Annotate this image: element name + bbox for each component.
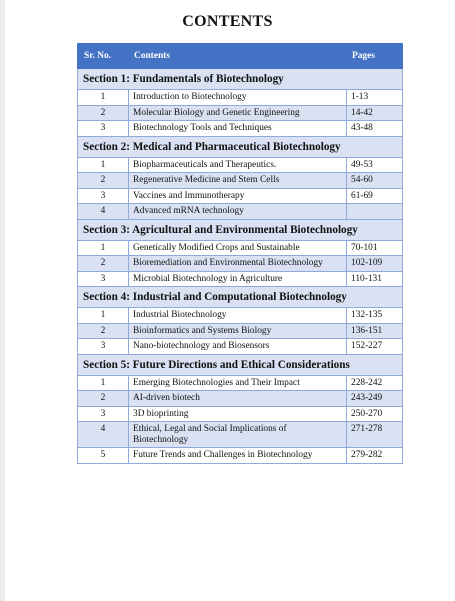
- row-title: Regenerative Medicine and Stem Cells: [129, 173, 347, 189]
- row-title: AI-driven biotech: [129, 391, 347, 407]
- section-title: Section 3: Agricultural and Environmental Biotechnology: [78, 219, 403, 240]
- table-row: [78, 256, 403, 272]
- row-pages: 1-13: [347, 90, 403, 106]
- section-title: Section 5: Future Directions and Ethical Considerations: [78, 354, 403, 375]
- row-number: 4: [78, 422, 129, 448]
- table-row: [78, 90, 403, 106]
- row-pages: 14-42: [347, 105, 403, 121]
- row-pages: 132-135: [347, 308, 403, 324]
- row-pages: 43-48: [347, 121, 403, 137]
- row-number: 2: [78, 173, 129, 189]
- table-row: [78, 121, 403, 137]
- row-number: 4: [78, 204, 129, 220]
- section-title: Section 1: Fundamentals of Biotechnology: [78, 69, 403, 90]
- table-row: [78, 422, 403, 448]
- header-sr-no: Sr. No.: [78, 44, 129, 69]
- table-row: [78, 188, 403, 204]
- row-pages: 49-53: [347, 157, 403, 173]
- row-pages: 243-249: [347, 391, 403, 407]
- row-number: 3: [78, 188, 129, 204]
- table-row: [78, 157, 403, 173]
- row-pages: 250-270: [347, 406, 403, 422]
- row-title: Nano-biotechnology and Biosensors: [129, 339, 347, 355]
- row-number: 2: [78, 256, 129, 272]
- table-row: [78, 308, 403, 324]
- row-title: Molecular Biology and Genetic Engineering: [129, 105, 347, 121]
- row-pages: 228-242: [347, 375, 403, 391]
- row-number: 1: [78, 375, 129, 391]
- row-number: 1: [78, 157, 129, 173]
- row-title: Microbial Biotechnology in Agriculture: [129, 271, 347, 287]
- table-row: [78, 391, 403, 407]
- row-number: 2: [78, 391, 129, 407]
- row-title: Biopharmaceuticals and Therapeutics.: [129, 157, 347, 173]
- contents-table: [77, 43, 403, 464]
- row-title: Future Trends and Challenges in Biotechnology: [129, 448, 347, 464]
- table-row: [78, 204, 403, 220]
- row-number: 2: [78, 323, 129, 339]
- row-number: 3: [78, 271, 129, 287]
- header-contents: Contents: [129, 44, 347, 69]
- section-header-row: [78, 69, 403, 90]
- row-number: 3: [78, 406, 129, 422]
- table-row: [78, 271, 403, 287]
- row-title: Genetically Modified Crops and Sustainable: [129, 240, 347, 256]
- row-title: Industrial Biotechnology: [129, 308, 347, 324]
- row-number: 3: [78, 339, 129, 355]
- row-title: Vaccines and Immunotherapy: [129, 188, 347, 204]
- row-title: Introduction to Biotechnology: [129, 90, 347, 106]
- table-row: [78, 323, 403, 339]
- row-pages: 70-101: [347, 240, 403, 256]
- section-header-row: [78, 219, 403, 240]
- header-pages: Pages: [347, 44, 403, 69]
- table-row: [78, 339, 403, 355]
- row-pages: 136-151: [347, 323, 403, 339]
- row-pages: 279-282: [347, 448, 403, 464]
- row-title: Ethical, Legal and Social Implications of Biotechnology: [129, 422, 347, 448]
- table-row: [78, 240, 403, 256]
- row-number: 1: [78, 308, 129, 324]
- row-pages: 271-278: [347, 422, 403, 448]
- row-pages: 102-109: [347, 256, 403, 272]
- row-number: 3: [78, 121, 129, 137]
- row-title: Bioinformatics and Systems Biology: [129, 323, 347, 339]
- section-title: Section 4: Industrial and Computational Biotechnology: [78, 287, 403, 308]
- section-header-row: [78, 136, 403, 157]
- row-number: 1: [78, 90, 129, 106]
- table-row: [78, 448, 403, 464]
- row-title: Bioremediation and Environmental Biotechnology: [129, 256, 347, 272]
- row-title: Biotechnology Tools and Techniques: [129, 121, 347, 137]
- row-title: 3D bioprinting: [129, 406, 347, 422]
- row-number: 5: [78, 448, 129, 464]
- section-title: Section 2: Medical and Pharmaceutical Biotechnology: [78, 136, 403, 157]
- row-pages: 110-131: [347, 271, 403, 287]
- table-row: [78, 375, 403, 391]
- section-header-row: [78, 354, 403, 375]
- table-header-row: [78, 44, 403, 69]
- page-title: CONTENTS: [182, 13, 273, 30]
- row-pages: [347, 204, 403, 220]
- page-edge: [0, 0, 5, 601]
- row-pages: 152-227: [347, 339, 403, 355]
- table-row: [78, 406, 403, 422]
- row-title: Advanced mRNA technology: [129, 204, 347, 220]
- table-row: [78, 105, 403, 121]
- table-body: [78, 69, 403, 464]
- row-number: 1: [78, 240, 129, 256]
- row-title: Emerging Biotechnologies and Their Impact: [129, 375, 347, 391]
- row-pages: 61-69: [347, 188, 403, 204]
- table-row: [78, 173, 403, 189]
- section-header-row: [78, 287, 403, 308]
- row-number: 2: [78, 105, 129, 121]
- row-pages: 54-60: [347, 173, 403, 189]
